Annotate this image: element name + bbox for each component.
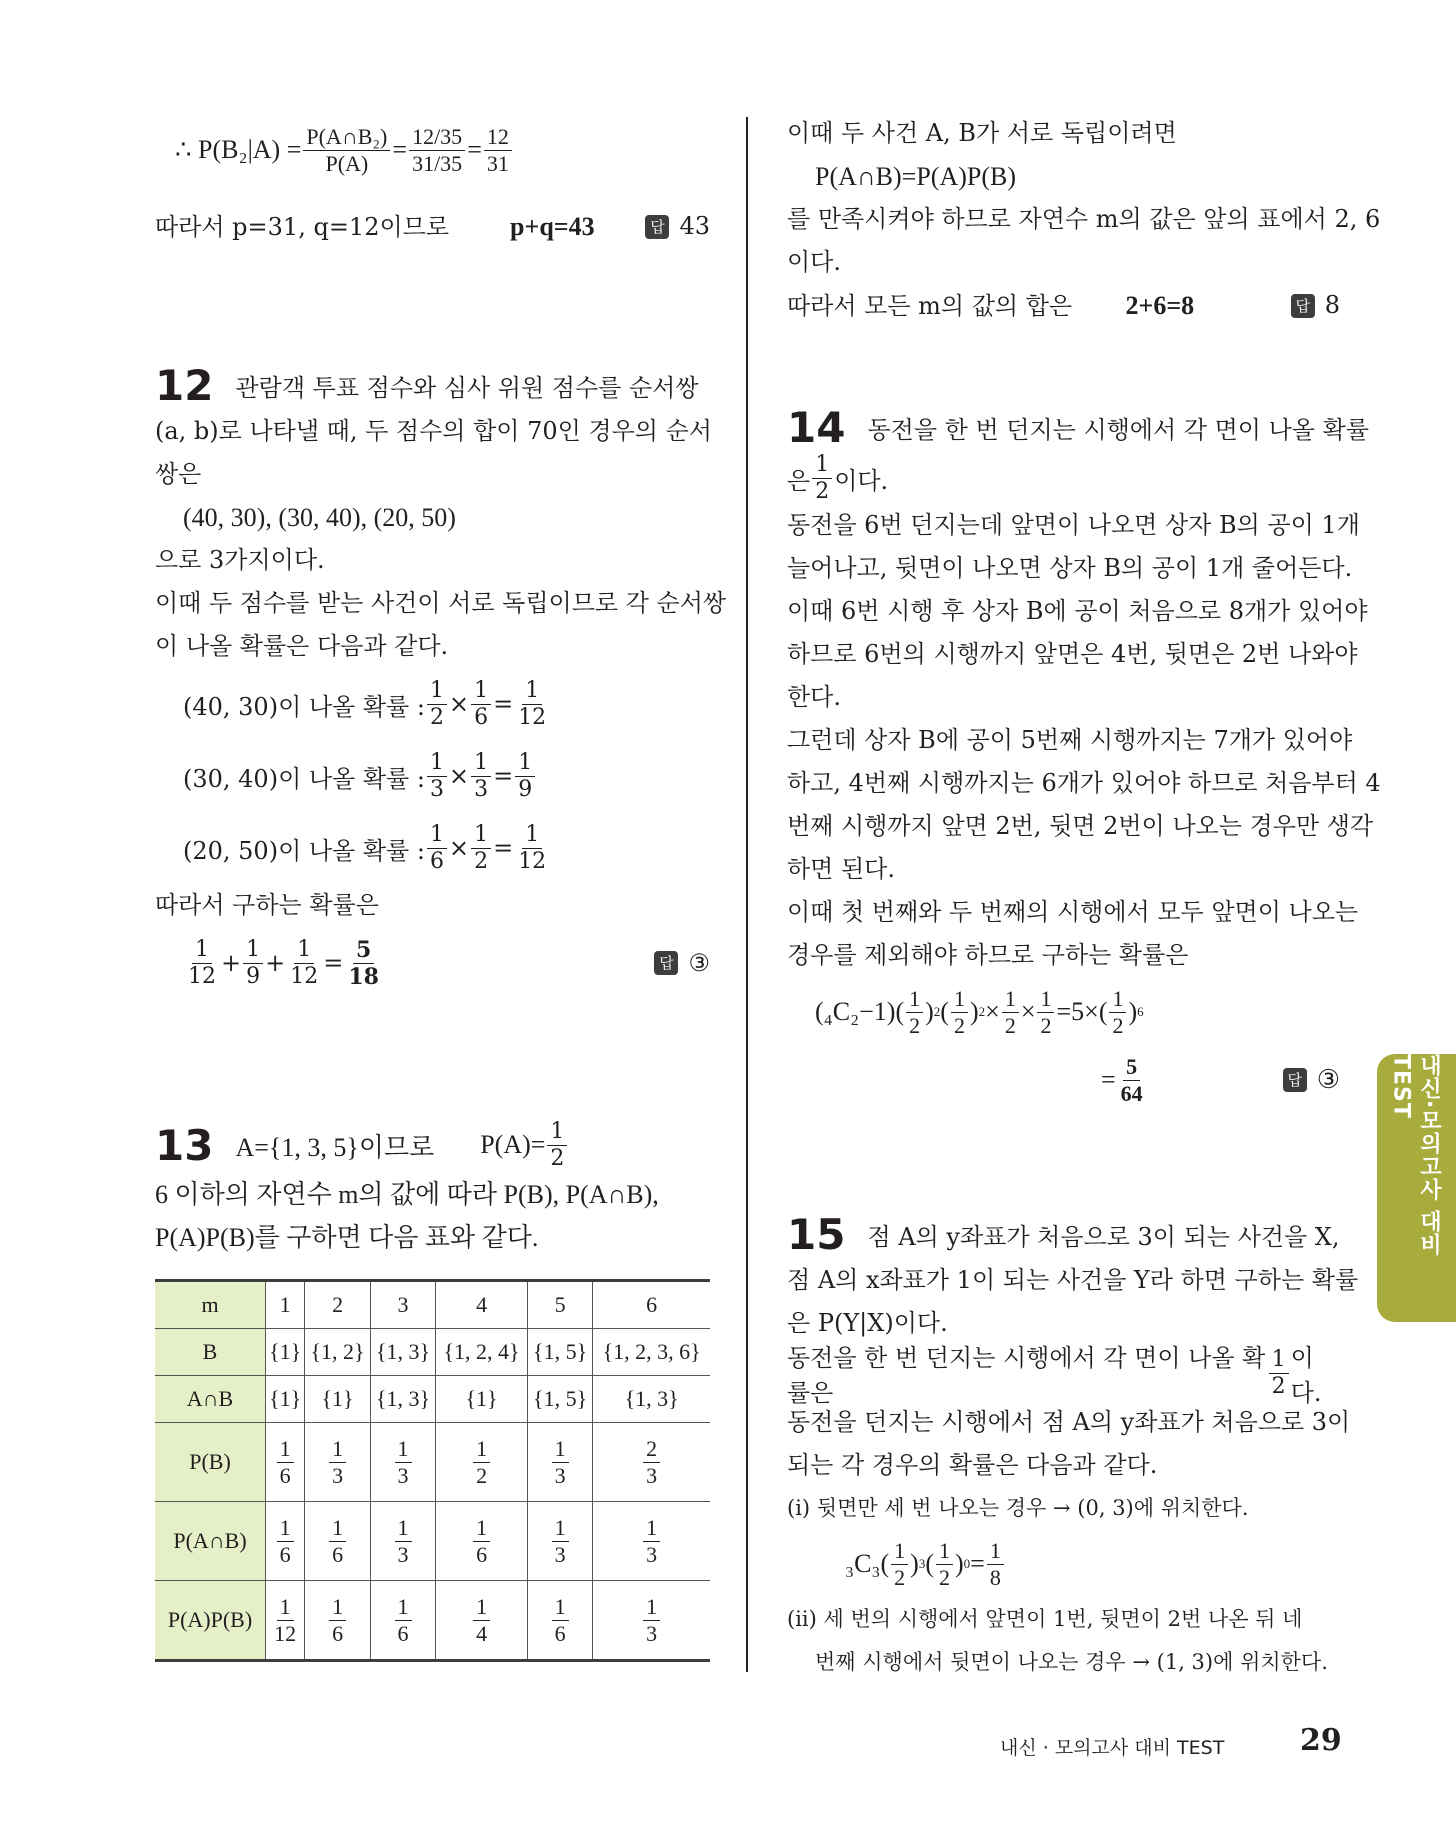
table-row: P(A)P(B) $\frac{1}{12}$ $\frac{1}{6}$ $\frac{1}{6}$ $\frac{1}{4}$ $\frac{1}{6}$ $\frac{1}{3}$	[155, 1581, 710, 1661]
p13-cont-line4: 이다.	[787, 248, 841, 276]
p14-line9: 하고, 4번째 시행까지는 6개가 있어야 하므로 처음부터 4	[787, 769, 1381, 797]
p11-fraction-3: $\frac{12}{31}$	[484, 126, 512, 175]
answer-icon: 답	[1291, 294, 1315, 318]
table-row: P(B) $\frac{1}{6}$ $\frac{1}{3}$ $\frac{1}{3}$ $\frac{1}{2}$ $\frac{1}{3}$ $\frac{2}{3}$	[155, 1423, 710, 1502]
p15-line6: 되는 각 경우의 확률은 다음과 같다.	[787, 1451, 1158, 1479]
p14-line8: 그런데 상자 B에 공이 5번째 시행까지는 7개가 있어야	[787, 726, 1353, 754]
p14-line3: 동전을 6번 던지는데 앞면이 나오면 상자 B의 공이 1개	[787, 511, 1360, 539]
p14-line5: 이때 6번 시행 후 상자 B에 공이 처음으로 8개가 있어야	[787, 597, 1368, 625]
p13-table	[155, 1279, 710, 1662]
p12-sum: $\frac{1}{12}$ + $\frac{1}{9}$ + $\frac{1}{12}$ = $\frac{5}{18}$ 답 ③	[188, 936, 710, 990]
p12-line3: 쌍은	[155, 460, 202, 488]
table-row: P(A∩B) $\frac{1}{6}$ $\frac{1}{6}$ $\frac{1}{3}$ $\frac{1}{6}$ $\frac{1}{3}$ $\frac{1}{3}$	[155, 1502, 710, 1581]
p15-case2a: (ii) 세 번의 시행에서 앞면이 1번, 뒷면이 2번 나온 뒤 네	[787, 1607, 1303, 1631]
problem-number-13: 13	[155, 1120, 214, 1170]
answer-icon: 답	[1283, 1068, 1307, 1092]
p12-answer: 답 ③	[654, 949, 710, 977]
p15-line5: 동전을 던지는 시행에서 점 A의 y좌표가 처음으로 3이	[787, 1408, 1351, 1436]
chapter-side-tab: 내신·모의고사 대비 TEST	[1377, 1054, 1456, 1322]
p14-line1: 14 동전을 한 번 던지는 시행에서 각 면이 나올 확률	[787, 403, 1369, 452]
p12-line4: 으로 3가지이다.	[155, 546, 325, 574]
table-row: A∩B {1} {1} {1, 3} {1} {1, 5} {1, 3}	[155, 1376, 710, 1423]
p15-line3: 은 P(Y|X)이다.	[787, 1309, 948, 1337]
p11-fraction-2: $\frac{12/35}{31/35}$	[409, 126, 465, 175]
p11-equation: ∴ P(B₂|A) = $\frac{\text{P(A∩B₂)}}{P(A)}$ = $\frac{12/35}{31/35}$ = $\frac{12}{31}$	[155, 95, 710, 205]
p12-prob-row: (40, 30)이 나올 확률 : $\frac{1}{2}$ × $\frac{1}{6}$ = $\frac{1}{12}$	[183, 677, 547, 730]
p12-prob-row: (20, 50)이 나올 확률 : $\frac{1}{6}$ × $\frac{1}{2}$ = $\frac{1}{12}$	[183, 821, 547, 874]
p14-line10: 번째 시행까지 앞면 2번, 뒷면 2번이 나오는 경우만 생각	[787, 812, 1374, 840]
answer-icon: 답	[654, 951, 678, 975]
column-divider	[746, 117, 748, 1672]
p14-result: = $\frac{5}{64}$ 답 ③	[1101, 1053, 1340, 1106]
p15-case2b: 번째 시행에서 뒷면이 나오는 경우 → (1, 3)에 위치한다.	[815, 1650, 1328, 1674]
p15-case1: (i) 뒷면만 세 번 나오는 경우 → (0, 3)에 위치한다.	[787, 1496, 1249, 1520]
p12-line5: 이때 두 점수를 받는 사건이 서로 독립이므로 각 순서쌍	[155, 589, 727, 617]
p14-line2: 은 $\frac{1}{2}$ 이다.	[787, 451, 889, 504]
p13-answer: 답 8	[1291, 284, 1340, 327]
right-column	[787, 112, 1381, 1684]
p12-pairs: (40, 30), (30, 40), (20, 50)	[183, 503, 456, 532]
p13-line3: P(A)P(B)를 구하면 다음 표와 같다.	[155, 1223, 539, 1252]
problem-number-12: 12	[155, 361, 214, 410]
p12-line6: 이 나올 확률은 다음과 같다.	[155, 632, 449, 660]
p14-answer: 답 ③	[1283, 1065, 1340, 1095]
p13-cont-line2: P(A∩B)=P(A)P(B)	[815, 162, 1017, 191]
p11-answer: 답 43	[645, 205, 710, 248]
left-column	[155, 95, 727, 1662]
p14-formula: (₄C₂−1) ( $\frac{1}{2}$ ) 2 ( $\frac{1}{2}$ ) 2 × $\frac{1}{2}$ × $\frac{1}{2}$ =5× ( $\frac{1}{2}$ ) 6	[815, 985, 1144, 1038]
problem-number-14: 14	[787, 403, 846, 452]
p14-line13: 경우를 제외해야 하므로 구하는 확률은	[787, 941, 1189, 969]
p13-line2: 6 이하의 자연수 m의 값에 따라 P(B), P(A∩B),	[155, 1180, 659, 1209]
p12-sum-label: 따라서 구하는 확률은	[155, 891, 379, 919]
p13-line1: 13 A={1, 3, 5}이므로 P(A)= $\frac{1}{2}$	[155, 1117, 710, 1173]
p11-conclusion: 따라서 p=31, q=12이므로 p+q=43 답 43	[155, 205, 710, 249]
footer-title: 내신 · 모의고사 대비 TEST	[1000, 1737, 1225, 1759]
p13-cont-line5: 따라서 모든 m의 값의 합은 2+6=8 답 8	[787, 284, 1340, 328]
p12-line2: (a, b)로 나타낼 때, 두 점수의 합이 70인 경우의 순서	[155, 417, 712, 445]
p15-line2: 점 A의 x좌표가 1이 되는 사건을 Y라 하면 구하는 확률	[787, 1266, 1359, 1294]
p11-therefore: ∴ P(B₂|A) =	[175, 135, 302, 164]
p14-line4: 늘어나고, 뒷면이 나오면 상자 B의 공이 1개 줄어든다.	[787, 554, 1353, 582]
p14-line6: 하므로 6번의 시행까지 앞면은 4번, 뒷면은 2번 나와야	[787, 640, 1358, 668]
p14-line11: 하면 된다.	[787, 855, 895, 883]
p15-case1-formula: ₃C₃ ( $\frac{1}{2}$ ) 3 ( $\frac{1}{2}$ ) 0 = $\frac{1}{8}$	[787, 1530, 1340, 1598]
table-row: m 1 2 3 4 5 6	[155, 1281, 710, 1329]
p11-fraction-1: $\frac{\text{P(A∩B₂)}}{P(A)}$	[303, 126, 390, 175]
p15-line4: 동전을 한 번 던지는 시행에서 각 면이 나올 확률은 $\frac{1}{2}$ 이다.	[787, 1344, 1322, 1407]
p12-line1: 12 관람객 투표 점수와 심사 위원 점수를 순서쌍	[155, 361, 699, 410]
page-number: 29	[1300, 1723, 1342, 1758]
problem-number-15: 15	[787, 1210, 846, 1259]
answer-icon: 답	[645, 215, 669, 239]
p13-cont-line3: 를 만족시켜야 하므로 자연수 m의 값은 앞의 표에서 2, 6	[787, 205, 1381, 233]
p14-line7: 한다.	[787, 683, 841, 711]
p13-cont-line1: 이때 두 사건 A, B가 서로 독립이려면	[787, 119, 1177, 147]
p15-line1: 15 점 A의 y좌표가 처음으로 3이 되는 사건을 X,	[787, 1210, 1340, 1259]
table-row: B {1} {1, 2} {1, 3} {1, 2, 4} {1, 5} {1, 2, 3, 6}	[155, 1329, 710, 1376]
p12-prob-row: (30, 40)이 나올 확률 : $\frac{1}{3}$ × $\frac{1}{3}$ = $\frac{1}{9}$	[155, 740, 710, 812]
p14-line12: 이때 첫 번째와 두 번째의 시행에서 모두 앞면이 나오는	[787, 898, 1359, 926]
